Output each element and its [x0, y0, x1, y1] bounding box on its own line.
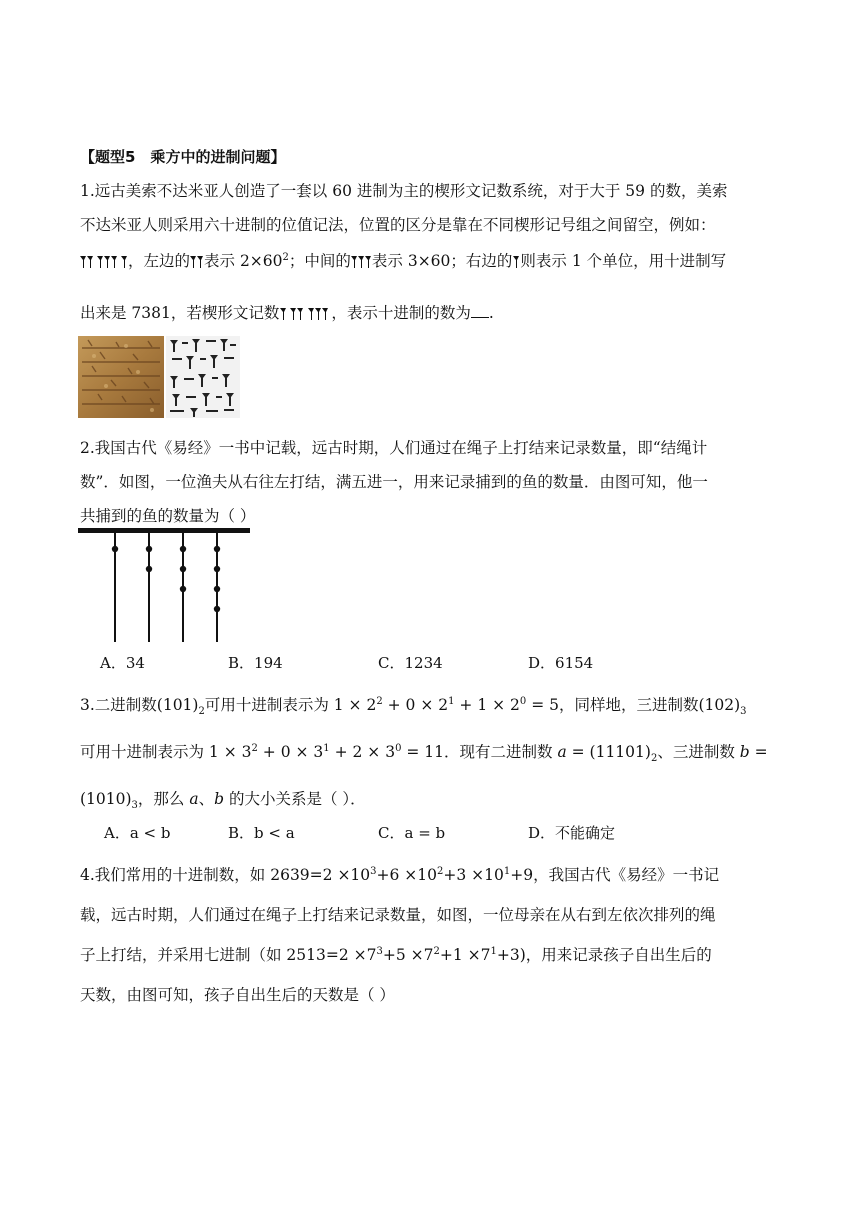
q4-text: +9，我国古代《易经》一书记 [510, 866, 720, 884]
q3-text: + 0 × 3 [257, 743, 324, 761]
q3-var-b: b [214, 790, 225, 808]
q1-text: . [488, 304, 494, 322]
q1-line-3 [80, 250, 790, 272]
q4-sup: 3 [376, 945, 383, 957]
q3-text: ，那么 [137, 790, 190, 808]
q4-line-1 [80, 864, 790, 886]
q4-text: +5 ×7 [382, 946, 434, 964]
rope-knot [180, 566, 186, 572]
q2-line-1: 2.我国古代《易经》一书中记载，远古时期，人们通过在绳子上打结来记录数量，即“结绳计 [80, 439, 708, 457]
q3-text: 的大小关系是（ ）． [224, 790, 366, 808]
q3-sup: 1 [323, 742, 330, 754]
q3-text: + 1 × 2 [454, 696, 520, 714]
q3-sub: 3 [740, 706, 747, 718]
q3-sub: 2 [650, 753, 658, 765]
q2-line-2: 数”．如图，一位渔夫从右往左打结，满五进一，用来记录捕到的鱼的数量．由图可知，他一 [80, 473, 708, 491]
q3-text: + 2 × 3 [329, 743, 396, 761]
q1-text: ；中间的 [288, 252, 351, 270]
q4-sup: 1 [503, 865, 511, 877]
q3-option-c[interactable]: C．a = b [378, 824, 446, 842]
q1-line-1: 1.远古美索不达米亚人创造了一套以 60 进制为主的楔形文记数系统，对于大于 59 的数，美索 [80, 182, 728, 200]
q3-text: 、 [198, 790, 215, 808]
q3-text: 3.二进制数(101) [80, 696, 199, 714]
q1-text: ，表示十进制的数为 [331, 304, 471, 322]
q1-sup: 2 [282, 251, 289, 263]
q4-text: +3 ×10 [443, 866, 504, 884]
q3-sub: 2 [198, 706, 205, 718]
q1-text: 则表示 1 个单位，用十进制写 [520, 252, 727, 270]
q3-text: 、三进制数 [657, 743, 740, 761]
q4-text: +3)，用来记录孩子自出生后的 [496, 946, 712, 964]
section-title: 【题型5 乘方中的进制问题】 [80, 148, 286, 166]
q3-sup: 1 [448, 695, 455, 707]
q4-sup: 2 [437, 865, 444, 877]
cuneiform-question-icon [279, 306, 331, 322]
rope-knot [146, 546, 152, 552]
q4-line-3 [80, 944, 790, 966]
cuneiform-script-image [166, 336, 240, 418]
q3-text: = [749, 743, 768, 761]
q4-sup: 1 [490, 945, 497, 957]
rope-knot [214, 546, 220, 552]
q3-text: = 5，同样地，三进制数(102) [526, 696, 741, 714]
q1-line-4 [80, 302, 790, 324]
q3-option-b[interactable]: B．b < a [228, 824, 295, 842]
rope-knot [214, 586, 220, 592]
q2-option-a[interactable]: A．34 [100, 654, 145, 672]
q4-text: +1 ×7 [439, 946, 491, 964]
q4-text: 4.我们常用的十进制数，如 2639=2 ×10 [80, 866, 371, 884]
q3-line-3 [80, 788, 790, 810]
q3-sup: 0 [519, 695, 527, 707]
q3-text: + 0 × 2 [382, 696, 449, 714]
q1-text: 表示 3×60；右边的 [371, 252, 513, 270]
q3-line-2 [80, 741, 790, 763]
q4-line-2: 载，远古时期，人们通过在绳子上打结来记录数量，如图，一位母亲在从右到左依次排列的绳 [80, 906, 716, 924]
q3-line-1 [80, 694, 790, 716]
q3-text: 可用十进制表示为 1 × 3 [80, 743, 252, 761]
q2-option-b[interactable]: B．194 [228, 654, 283, 672]
knotted-rope-figure [78, 528, 254, 644]
q4-text: +6 ×10 [376, 866, 438, 884]
q3-sup: 2 [251, 742, 258, 754]
q4-sup: 2 [433, 945, 440, 957]
q1-text: ，左边的 [128, 252, 191, 270]
rope-knot [112, 546, 118, 552]
q2-option-c[interactable]: C．1234 [378, 654, 443, 672]
q2-line-3: 共捕到的鱼的数量为（ ） [80, 507, 256, 525]
rope-knot [214, 566, 220, 572]
rope-knot [180, 586, 186, 592]
q3-sup: 2 [376, 695, 383, 707]
horizontal-rope [78, 528, 250, 533]
q3-text: = 11．现有二进制数 [401, 743, 558, 761]
q3-var-b: b [739, 743, 750, 761]
q2-option-d[interactable]: D．6154 [528, 654, 594, 672]
cuneiform-two-icon [190, 254, 204, 270]
q1-text: 表示 2×60 [204, 252, 283, 270]
q4-text: 子上打结，并采用七进制（如 2513=2 ×7 [80, 946, 377, 964]
rope-knot [146, 566, 152, 572]
q3-var-a: a [189, 790, 199, 808]
q3-var-a: a [557, 743, 567, 761]
q1-text: 出来是 7381，若楔形文记数 [80, 304, 280, 322]
q3-option-d[interactable]: D．不能确定 [528, 824, 616, 842]
q1-line-2: 不达米亚人则采用六十进制的位值记法，位置的区分是靠在不同楔形记号组之间留空，例如： [80, 216, 716, 234]
rope-knot [180, 546, 186, 552]
q3-option-a[interactable]: A．a < b [104, 824, 171, 842]
rope-knot [214, 606, 220, 612]
cuneiform-three-icon [351, 254, 372, 270]
cuneiform-example-icon [80, 254, 128, 270]
q3-sup: 0 [395, 742, 402, 754]
q3-text: = (11101) [566, 743, 651, 761]
answer-blank [471, 303, 489, 318]
clay-tablet-image [78, 336, 164, 418]
q4-sup: 3 [370, 865, 377, 877]
q3-text: 可用十进制表示为 1 × 2 [204, 696, 377, 714]
q3-sub: 3 [131, 800, 138, 812]
q4-line-4: 天数，由图可知，孩子自出生后的天数是（ ） [80, 986, 395, 1004]
q3-text: (1010) [80, 790, 132, 808]
